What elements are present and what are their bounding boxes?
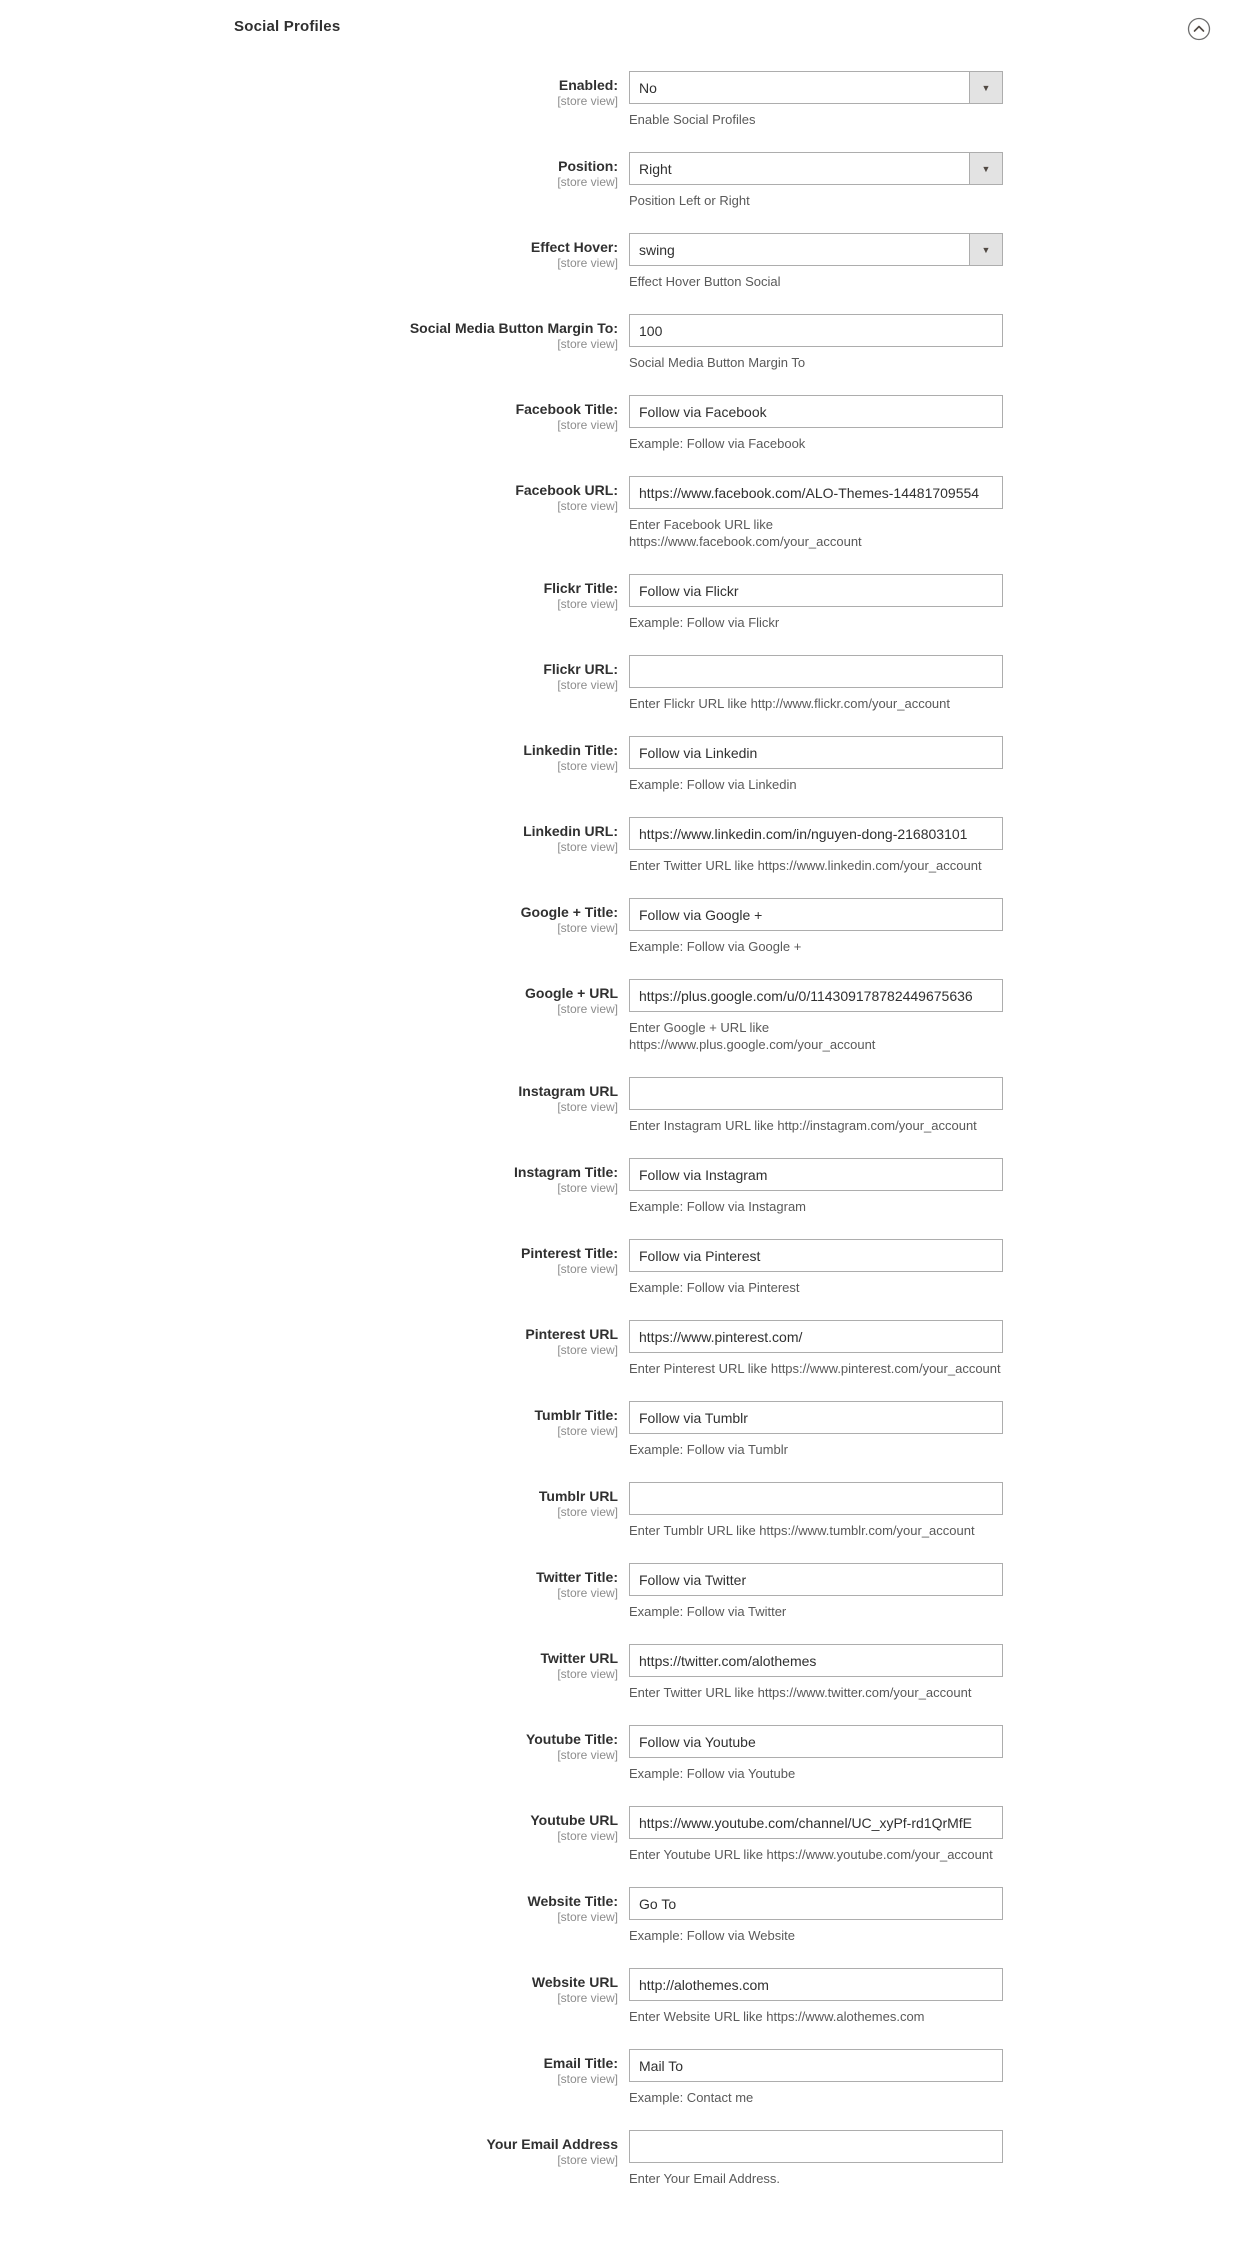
enabled-select-value: No: [639, 80, 657, 96]
form-field-row: [0, 395, 1256, 452]
flickr-title-note: Example: Follow via Flickr: [629, 615, 780, 630]
form-field-row: [0, 1887, 1256, 1944]
instagram-title-note: Example: Follow via Instagram: [629, 1199, 807, 1214]
margin-to-note: Social Media Button Margin To: [629, 355, 806, 370]
form-field-row: [0, 1482, 1256, 1539]
facebook-url-note: Enter Facebook URL like https://www.facebook.com/your_account: [629, 517, 862, 549]
field-control-column: [629, 1644, 1003, 1701]
tumblr-title-input[interactable]: [629, 1401, 1003, 1434]
website-title-input[interactable]: [629, 1887, 1003, 1920]
field-label-column: [0, 233, 618, 290]
instagram-title-input[interactable]: [629, 1158, 1003, 1191]
facebook-title-note: Example: Follow via Facebook: [629, 436, 806, 451]
google-plus-title-note: Example: Follow via Google +: [629, 939, 802, 954]
field-label-column: [0, 979, 618, 1053]
enabled-select[interactable]: [629, 71, 1003, 104]
pinterest-url-note: Enter Pinterest URL like https://www.pinterest.com/your_account: [629, 1361, 1001, 1376]
field-label-column: [0, 817, 618, 874]
field-label: Your Email Address: [486, 2136, 618, 2152]
form-field-row: [0, 152, 1256, 209]
youtube-url-note: Enter Youtube URL like https://www.youtube.com/your_account: [629, 1847, 993, 1862]
tumblr-url-input[interactable]: [629, 1482, 1003, 1515]
form-field-row: [0, 1968, 1256, 2025]
field-control-column: [629, 2130, 1003, 2187]
field-control-column: [629, 1158, 1003, 1215]
field-scope-label: [store view]: [557, 1424, 618, 1438]
field-control-column: [629, 1563, 1003, 1620]
field-label-column: [0, 1077, 618, 1134]
field-label: Website Title:: [527, 1893, 618, 1909]
email-title-input[interactable]: [629, 2049, 1003, 2082]
field-label: Position:: [558, 158, 618, 174]
field-scope-label: [store view]: [557, 1100, 618, 1114]
field-scope-label: [store view]: [557, 759, 618, 773]
chevron-down-icon[interactable]: ▼: [969, 72, 1002, 103]
field-label-column: [0, 1725, 618, 1782]
email-address-input[interactable]: [629, 2130, 1003, 2163]
field-scope-label: [store view]: [557, 1505, 618, 1519]
youtube-title-input[interactable]: [629, 1725, 1003, 1758]
field-label-column: [0, 1401, 618, 1458]
chevron-down-icon[interactable]: ▼: [969, 234, 1002, 265]
field-label: Enabled:: [558, 77, 618, 93]
field-control-column: [629, 2049, 1003, 2106]
linkedin-url-input[interactable]: [629, 817, 1003, 850]
field-scope-label: [store view]: [557, 1991, 618, 2005]
field-control-column: [629, 1239, 1003, 1296]
field-label-column: [0, 1482, 618, 1539]
linkedin-url-note: Enter Twitter URL like https://www.linkedin.com/your_account: [629, 858, 982, 873]
field-scope-label: [store view]: [557, 1586, 618, 1600]
form-field-row: [0, 1725, 1256, 1782]
field-scope-label: [store view]: [557, 94, 618, 108]
field-scope-label: [store view]: [557, 1181, 618, 1195]
field-label-column: [0, 574, 618, 631]
field-label-column: [0, 2049, 618, 2106]
field-scope-label: [store view]: [557, 1748, 618, 1762]
form-field-row: [0, 1563, 1256, 1620]
field-label: Instagram Title:: [514, 1164, 618, 1180]
field-label-column: [0, 1320, 618, 1377]
field-label: Email Title:: [543, 2055, 618, 2071]
form-field-row: [0, 655, 1256, 712]
pinterest-title-note: Example: Follow via Pinterest: [629, 1280, 800, 1295]
facebook-title-input[interactable]: [629, 395, 1003, 428]
form-field-row: [0, 2130, 1256, 2187]
field-control-column: [629, 1806, 1003, 1863]
email-title-note: Example: Contact me: [629, 2090, 754, 2105]
field-label: Tumblr URL: [538, 1488, 618, 1504]
form-field-row: [0, 1158, 1256, 1215]
field-control-column: [629, 152, 1003, 209]
field-label: Website URL: [531, 1974, 618, 1990]
field-scope-label: [store view]: [557, 921, 618, 935]
youtube-title-note: Example: Follow via Youtube: [629, 1766, 796, 1781]
form-field-row: [0, 1320, 1256, 1377]
field-label-column: [0, 71, 618, 128]
field-label-column: [0, 898, 618, 955]
field-label: Pinterest URL: [525, 1326, 618, 1342]
field-label-column: [0, 2130, 618, 2187]
field-label: Flickr Title:: [543, 580, 618, 596]
form-field-row: [0, 71, 1256, 128]
field-label: Twitter URL: [540, 1650, 618, 1666]
form-field-row: [0, 1644, 1256, 1701]
field-label: Google + URL: [525, 985, 618, 1001]
position-select-value: Right: [639, 161, 672, 177]
effect-hover-note: Effect Hover Button Social: [629, 274, 781, 289]
form-field-row: [0, 1239, 1256, 1296]
field-label-column: [0, 736, 618, 793]
field-control-column: [629, 395, 1003, 452]
twitter-url-note: Enter Twitter URL like https://www.twitter.com/your_account: [629, 1685, 972, 1700]
form-fields: [0, 71, 1256, 2187]
form-field-row: [0, 233, 1256, 290]
collapse-section-button[interactable]: [1186, 16, 1212, 42]
field-label: Pinterest Title:: [521, 1245, 618, 1261]
field-label-column: [0, 1239, 618, 1296]
form-field-row: [0, 314, 1256, 371]
form-field-row: [0, 817, 1256, 874]
margin-to-input[interactable]: [629, 314, 1003, 347]
field-scope-label: [store view]: [557, 337, 618, 351]
field-scope-label: [store view]: [557, 2072, 618, 2086]
website-url-input[interactable]: [629, 1968, 1003, 2001]
field-control-column: [629, 314, 1003, 371]
pinterest-title-input[interactable]: [629, 1239, 1003, 1272]
field-control-column: [629, 1887, 1003, 1944]
field-control-column: [629, 1401, 1003, 1458]
flickr-title-input[interactable]: [629, 574, 1003, 607]
position-select[interactable]: [629, 152, 1003, 185]
field-scope-label: [store view]: [557, 1829, 618, 1843]
form-field-row: [0, 1401, 1256, 1458]
twitter-url-input[interactable]: [629, 1644, 1003, 1677]
form-field-row: [0, 2049, 1256, 2106]
form-field-row: [0, 1806, 1256, 1863]
field-label: Linkedin Title:: [523, 742, 618, 758]
form-field-row: [0, 736, 1256, 793]
field-label-column: [0, 476, 618, 550]
field-label-column: [0, 395, 618, 452]
field-label: Instagram URL: [518, 1083, 618, 1099]
effect-hover-select[interactable]: [629, 233, 1003, 266]
field-scope-label: [store view]: [557, 840, 618, 854]
instagram-url-input[interactable]: [629, 1077, 1003, 1110]
field-control-column: [629, 1077, 1003, 1134]
field-label: Social Media Button Margin To:: [409, 320, 618, 336]
instagram-url-note: Enter Instagram URL like http://instagram.com/your_account: [629, 1118, 977, 1133]
field-control-column: [629, 476, 1003, 550]
effect-hover-select-value: swing: [639, 242, 675, 258]
website-title-note: Example: Follow via Website: [629, 1928, 795, 1943]
linkedin-title-input[interactable]: [629, 736, 1003, 769]
tumblr-url-note: Enter Tumblr URL like https://www.tumblr.com/your_account: [629, 1523, 975, 1538]
field-control-column: [629, 1725, 1003, 1782]
field-scope-label: [store view]: [557, 175, 618, 189]
field-label: Youtube Title:: [525, 1731, 618, 1747]
linkedin-title-note: Example: Follow via Linkedin: [629, 777, 797, 792]
website-url-note: Enter Website URL like https://www.alothemes.com: [629, 2009, 925, 2024]
field-label-column: [0, 1968, 618, 2025]
field-label-column: [0, 1158, 618, 1215]
field-control-column: [629, 898, 1003, 955]
section-title: Social Profiles: [234, 18, 341, 35]
position-note: Position Left or Right: [629, 193, 750, 208]
field-label: Youtube URL: [530, 1812, 618, 1828]
form-field-row: [0, 476, 1256, 550]
field-label-column: [0, 1887, 618, 1944]
twitter-title-note: Example: Follow via Twitter: [629, 1604, 787, 1619]
field-scope-label: [store view]: [557, 1667, 618, 1681]
field-label-column: [0, 1563, 618, 1620]
field-label-column: [0, 1644, 618, 1701]
field-scope-label: [store view]: [557, 418, 618, 432]
flickr-url-input[interactable]: [629, 655, 1003, 688]
field-scope-label: [store view]: [557, 597, 618, 611]
field-label: Tumblr Title:: [534, 1407, 618, 1423]
field-label: Facebook URL:: [515, 482, 618, 498]
google-plus-url-input[interactable]: [629, 979, 1003, 1012]
google-plus-url-note: Enter Google + URL like https://www.plus.google.com/your_account: [629, 1020, 876, 1052]
field-label: Effect Hover:: [530, 239, 618, 255]
field-scope-label: [store view]: [557, 1343, 618, 1357]
field-label: Twitter Title:: [536, 1569, 618, 1585]
field-label: Google + Title:: [520, 904, 618, 920]
form-field-row: [0, 574, 1256, 631]
facebook-url-input[interactable]: [629, 476, 1003, 509]
field-label-column: [0, 152, 618, 209]
field-control-column: [629, 233, 1003, 290]
field-scope-label: [store view]: [557, 256, 618, 270]
field-label: Linkedin URL:: [523, 823, 618, 839]
field-scope-label: [store view]: [557, 1262, 618, 1276]
field-scope-label: [store view]: [557, 499, 618, 513]
field-control-column: [629, 655, 1003, 712]
chevron-up-circle-icon: [1186, 30, 1212, 45]
field-control-column: [629, 1968, 1003, 2025]
twitter-title-input[interactable]: [629, 1563, 1003, 1596]
field-control-column: [629, 574, 1003, 631]
field-scope-label: [store view]: [557, 1910, 618, 1924]
field-control-column: [629, 979, 1003, 1053]
field-label: Facebook Title:: [515, 401, 618, 417]
field-label-column: [0, 1806, 618, 1863]
field-control-column: [629, 736, 1003, 793]
form-field-row: [0, 1077, 1256, 1134]
email-address-note: Enter Your Email Address.: [629, 2171, 781, 2186]
field-label-column: [0, 655, 618, 712]
enabled-note: Enable Social Profiles: [629, 112, 756, 127]
field-scope-label: [store view]: [557, 678, 618, 692]
field-control-column: [629, 1482, 1003, 1539]
youtube-url-input[interactable]: [629, 1806, 1003, 1839]
form-field-row: [0, 898, 1256, 955]
flickr-url-note: Enter Flickr URL like http://www.flickr.com/your_account: [629, 696, 951, 711]
form-field-row: [0, 979, 1256, 1053]
chevron-down-icon[interactable]: ▼: [969, 153, 1002, 184]
tumblr-title-note: Example: Follow via Tumblr: [629, 1442, 788, 1457]
field-scope-label: [store view]: [557, 2153, 618, 2167]
field-label: Flickr URL:: [543, 661, 618, 677]
pinterest-url-input[interactable]: [629, 1320, 1003, 1353]
google-plus-title-input[interactable]: [629, 898, 1003, 931]
field-label-column: [0, 314, 618, 371]
field-control-column: [629, 817, 1003, 874]
field-scope-label: [store view]: [557, 1002, 618, 1016]
field-control-column: [629, 71, 1003, 128]
field-control-column: [629, 1320, 1003, 1377]
